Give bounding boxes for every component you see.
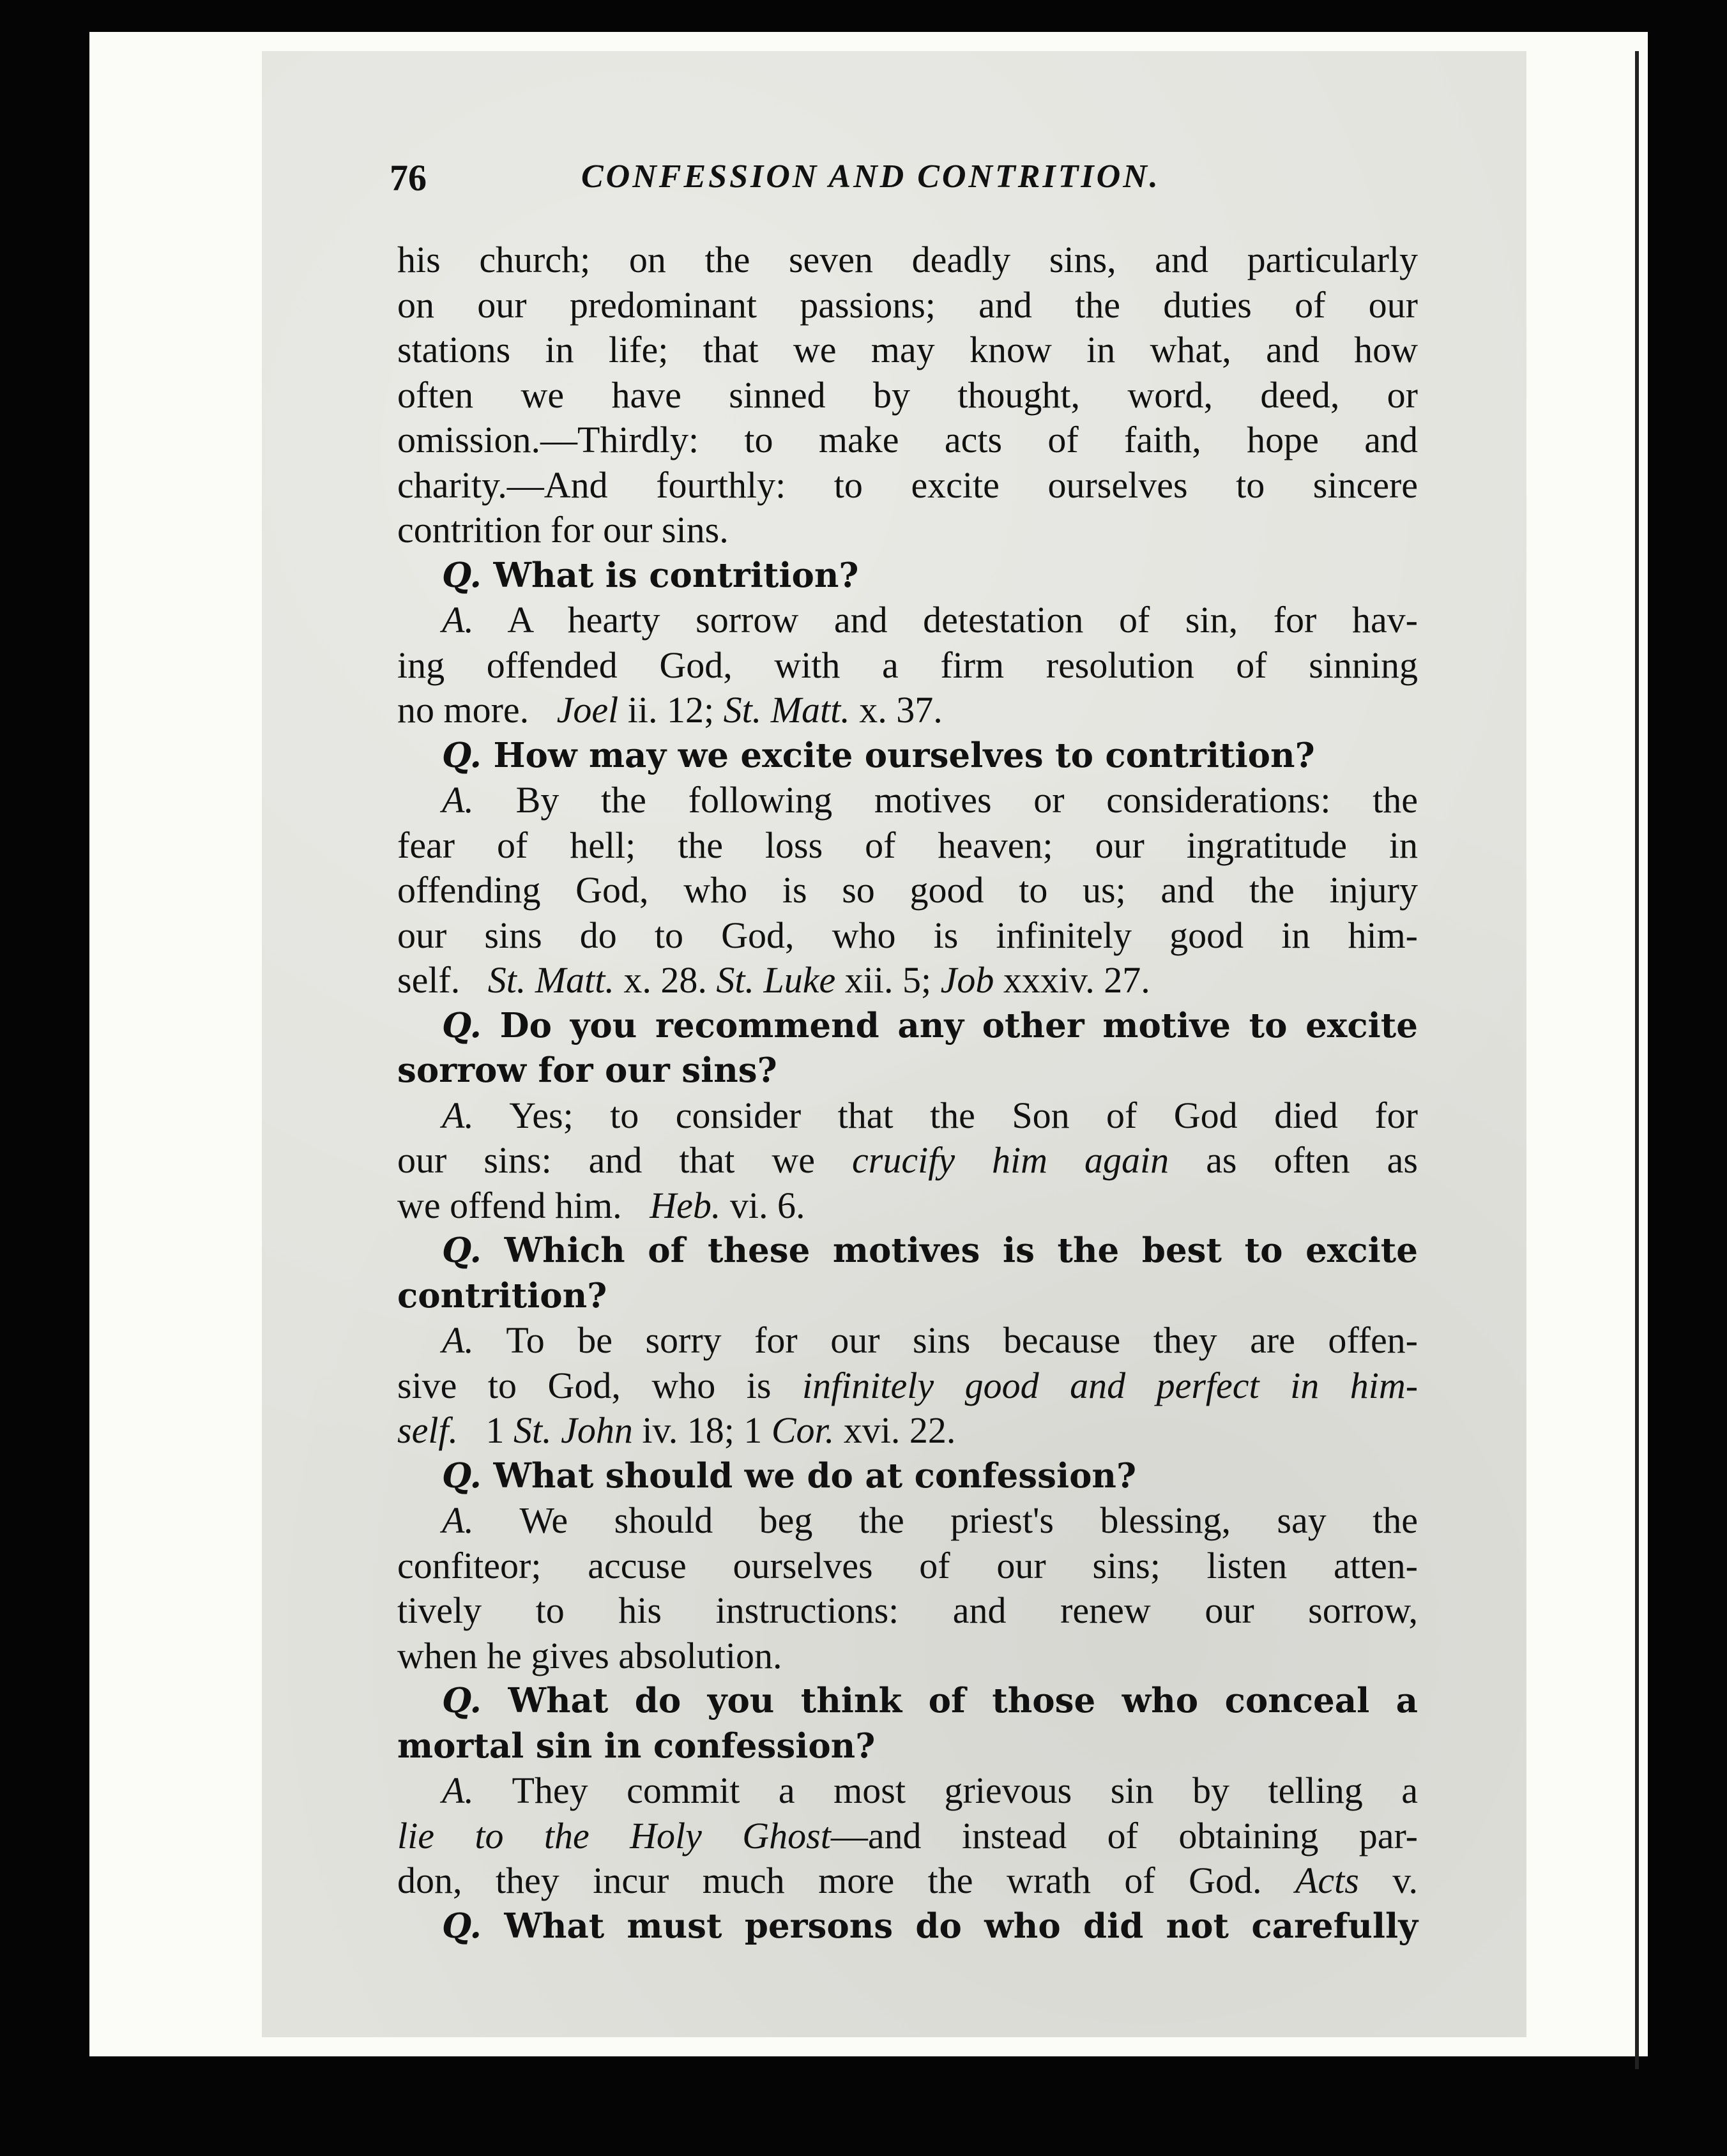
answer-line: A. By the following motives or considerations: the — [442, 779, 1419, 821]
running-title: CONFESSION AND CONTRITION. — [581, 158, 1160, 195]
page-header — [390, 156, 1437, 214]
page-fold-line — [1635, 51, 1639, 2069]
text-line: omission.—Thirdly: to make acts of faith, hope and — [397, 419, 1418, 460]
text-line: no more. Joel ii. 12; St. Matt. x. 37. — [397, 689, 943, 731]
text-line: when he gives absolution. — [397, 1634, 782, 1676]
question: Q. What do you think of those who conceal a — [442, 1681, 1419, 1720]
question-continued: mortal sin in confession? — [397, 1726, 876, 1766]
book-page — [262, 51, 1526, 2037]
text-line: self. St. Matt. x. 28. St. Luke xii. 5; Job xxxiv. 27. — [397, 959, 1150, 1001]
question: Q. What is contrition? — [442, 555, 859, 595]
body-text — [397, 238, 1418, 1948]
text-line: lie to the Holy Ghost—and instead of obtaining par- — [397, 1814, 1418, 1856]
text-line: his church; on the seven deadly sins, and particularly — [397, 239, 1418, 280]
page-number: 76 — [390, 157, 427, 199]
question: Q. Which of these motives is the best to excite — [442, 1231, 1418, 1270]
answer-line: A. They commit a most grievous sin by telling a — [442, 1770, 1419, 1811]
question: Q. How may we excite ourselves to contrition? — [442, 735, 1315, 775]
text-line: confiteor; accuse ourselves of our sins; listen atten- — [397, 1544, 1418, 1586]
text-line: ing offended God, with a firm resolution of sinning — [397, 644, 1418, 686]
text-line: our sins do to God, who is infinitely good in him- — [397, 914, 1418, 956]
text-line: offending God, who is so good to us; and the injury — [397, 869, 1418, 911]
question-continued: contrition? — [397, 1275, 607, 1316]
question: Q. What should we do at confession? — [442, 1455, 1137, 1496]
text-line: fear of hell; the loss of heaven; our ingratitude in — [397, 824, 1418, 866]
question: Q. What must persons do who did not carefully — [442, 1906, 1418, 1946]
text-line: sive to God, who is infinitely good and perfect in him- — [397, 1364, 1419, 1406]
text-line: often we have sinned by thought, word, deed, or — [397, 374, 1418, 416]
text-line: charity.—And fourthly: to excite ourselves to sincere — [397, 464, 1418, 506]
text-line: our sins: and that we crucify him again as often as — [397, 1139, 1418, 1181]
question: Q. Do you recommend any other motive to excite — [442, 1005, 1419, 1045]
text-line: tively to his instructions: and renew our sorrow, — [397, 1590, 1418, 1631]
text-line: stations in life; that we may know in what, and how — [397, 329, 1418, 370]
text-line: don, they incur much more the wrath of God. Acts v. — [397, 1860, 1418, 1901]
answer-line: A. A hearty sorrow and detestation of sin, for hav- — [442, 599, 1418, 641]
text-line: on our predominant passions; and the duties of our — [397, 284, 1418, 326]
answer-line: A. To be sorry for our sins because they are offen- — [442, 1319, 1418, 1361]
text-line: we offend him. Heb. vi. 6. — [397, 1184, 805, 1226]
question-continued: sorrow for our sins? — [397, 1051, 777, 1090]
text-line: contrition for our sins. — [397, 509, 729, 550]
answer-line: A. We should beg the priest's blessing, say the — [442, 1499, 1419, 1541]
answer-line: A. Yes; to consider that the Son of God died for — [442, 1094, 1418, 1136]
text-line: self. 1 St. John iv. 18; 1 Cor. xvi. 22. — [397, 1409, 956, 1451]
